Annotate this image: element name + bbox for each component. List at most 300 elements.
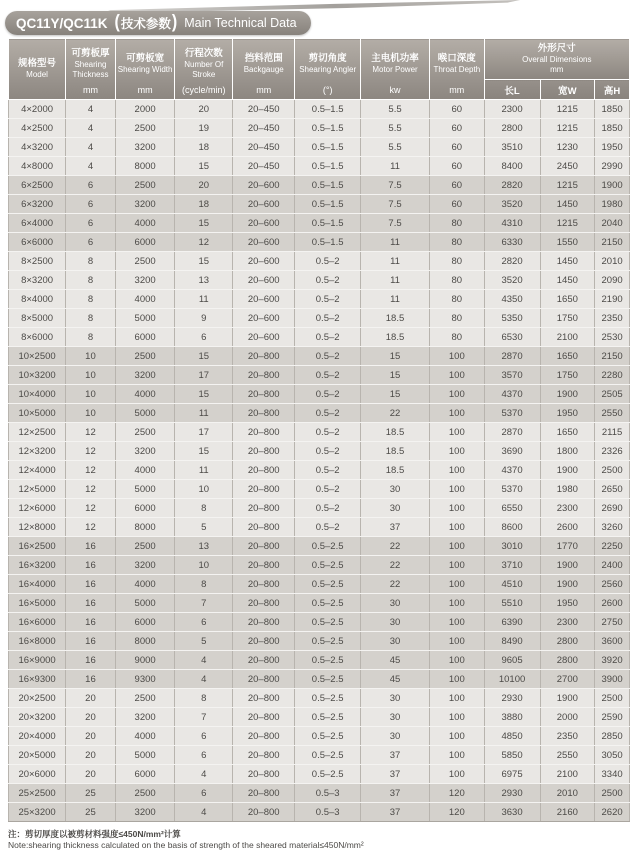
cell-value: 2100 [540,328,595,347]
cell-value: 8 [175,689,233,708]
cell-value: 20–450 [233,100,295,119]
cell-model: 25×2500 [9,784,66,803]
cell-value: 16 [66,632,116,651]
table-row [9,442,630,461]
cell-value: 1900 [540,461,595,480]
cell-value: 2115 [595,423,630,442]
cell-value: 45 [361,670,430,689]
cell-model: 20×3200 [9,708,66,727]
cell-value: 4000 [115,461,175,480]
cell-value: 12 [66,518,116,537]
cell-value: 20–800 [233,575,295,594]
cell-value: 8400 [484,157,540,176]
cell-value: 120 [429,803,484,822]
cell-model: 20×6000 [9,765,66,784]
cell-value: 37 [361,765,430,784]
cell-value: 15 [361,385,430,404]
cell-value: 11 [361,252,430,271]
table-row [9,651,630,670]
cell-value: 2326 [595,442,630,461]
cell-value: 20 [66,727,116,746]
table-body [9,100,630,822]
cell-value: 20–600 [233,328,295,347]
cell-value: 7 [175,708,233,727]
cell-value: 0.5–2.5 [295,613,361,632]
cell-value: 2450 [540,157,595,176]
table-row [9,689,630,708]
table-row [9,537,630,556]
cell-value: 0.5–1.5 [295,176,361,195]
cell-value: 2990 [595,157,630,176]
cell-value: 10 [66,404,116,423]
cell-value: 6390 [484,613,540,632]
cell-value: 100 [429,461,484,480]
table-row [9,594,630,613]
footnote-english: Note:shearing thickness calculated on the basis of strength of the sheared material≤450N/mm² [8,840,364,851]
cell-value: 2600 [595,594,630,613]
cell-model: 4×2000 [9,100,66,119]
cell-value: 4850 [484,727,540,746]
cell-value: 0.5–3 [295,784,361,803]
cell-value: 4000 [115,214,175,233]
cell-value: 5 [175,632,233,651]
cell-value: 20–600 [233,176,295,195]
cell-value: 17 [175,423,233,442]
cell-value: 3880 [484,708,540,727]
cell-value: 1215 [540,176,595,195]
cell-value: 0.5–2 [295,328,361,347]
cell-value: 5000 [115,404,175,423]
cell-value: 4370 [484,461,540,480]
cell-value: 13 [175,271,233,290]
cell-value: 20–800 [233,613,295,632]
cell-value: 4 [66,138,116,157]
cell-value: 1650 [540,290,595,309]
cell-value: 80 [429,233,484,252]
cell-value: 0.5–1.5 [295,119,361,138]
cell-value: 2500 [115,537,175,556]
cell-value: 2150 [595,347,630,366]
cell-value: 3600 [595,632,630,651]
cell-value: 2500 [115,423,175,442]
table-row [9,803,630,822]
cell-value: 2280 [595,366,630,385]
cell-value: 100 [429,594,484,613]
cell-value: 2100 [540,765,595,784]
cell-value: 20–600 [233,195,295,214]
table-row [9,613,630,632]
capsule-right-paren: ) [171,12,178,33]
cell-value: 2000 [115,100,175,119]
cell-value: 5000 [115,309,175,328]
cell-value: 4 [175,651,233,670]
cell-value: 4310 [484,214,540,233]
cell-value: 80 [429,271,484,290]
cell-value: 80 [429,309,484,328]
cell-value: 0.5–2 [295,404,361,423]
cell-value: 20–800 [233,366,295,385]
cell-model: 8×3200 [9,271,66,290]
table-row [9,347,630,366]
cell-value: 2750 [595,613,630,632]
cell-value: 10 [175,480,233,499]
cell-value: 2620 [595,803,630,822]
cell-value: 100 [429,366,484,385]
cell-value: 0.5–2.5 [295,556,361,575]
cell-value: 30 [361,499,430,518]
table-row [9,404,630,423]
cell-value: 100 [429,708,484,727]
cell-value: 0.5–2.5 [295,689,361,708]
cell-value: 0.5–2.5 [295,537,361,556]
cell-value: 20–600 [233,271,295,290]
cell-model: 6×6000 [9,233,66,252]
cell-model: 6×3200 [9,195,66,214]
cell-value: 0.5–2 [295,385,361,404]
cell-value: 30 [361,727,430,746]
cell-value: 5 [175,518,233,537]
cell-value: 0.5–2.5 [295,765,361,784]
cell-value: 2150 [595,233,630,252]
cell-value: 15 [175,157,233,176]
cell-value: 3900 [595,670,630,689]
cell-value: 8 [66,271,116,290]
cell-value: 0.5–2 [295,290,361,309]
cell-value: 2600 [540,518,595,537]
cell-value: 15 [361,366,430,385]
cell-model: 20×2500 [9,689,66,708]
cell-value: 25 [66,803,116,822]
cell-value: 11 [361,271,430,290]
cell-value: 6550 [484,499,540,518]
cell-value: 6 [175,784,233,803]
cell-value: 2650 [595,480,630,499]
cell-value: 8 [66,290,116,309]
cell-value: 19 [175,119,233,138]
cell-model: 10×4000 [9,385,66,404]
cell-value: 2870 [484,347,540,366]
cell-value: 20–800 [233,385,295,404]
table-row [9,727,630,746]
cell-value: 30 [361,689,430,708]
cell-value: 1800 [540,442,595,461]
cell-value: 4 [66,119,116,138]
cell-value: 3200 [115,366,175,385]
cell-value: 20–800 [233,670,295,689]
cell-value: 2500 [115,252,175,271]
column-header-backgauge: 挡料范围 Backgauge mm [233,39,295,100]
column-header-motor-power: 主电机功率 Motor Power kw [361,39,430,100]
cell-value: 2090 [595,271,630,290]
cell-value: 16 [66,537,116,556]
table-row [9,309,630,328]
table-row [9,138,630,157]
cell-value: 6000 [115,613,175,632]
cell-value: 20–800 [233,765,295,784]
cell-value: 5.5 [361,100,430,119]
cell-value: 22 [361,404,430,423]
cell-value: 3200 [115,195,175,214]
cell-value: 100 [429,670,484,689]
cell-value: 3200 [115,442,175,461]
cell-value: 3710 [484,556,540,575]
cell-value: 2500 [115,689,175,708]
cell-value: 3010 [484,537,540,556]
cell-value: 15 [361,347,430,366]
column-header-number-of-stroke: 行程次数 Number Of Stroke (cycle/min) [175,39,233,100]
cell-value: 12 [175,233,233,252]
cell-value: 2010 [540,784,595,803]
cell-value: 6 [175,746,233,765]
column-header-model: 规格型号 Model [9,39,66,100]
table-row [9,157,630,176]
cell-value: 18.5 [361,461,430,480]
cell-value: 12 [66,480,116,499]
cell-value: 8000 [115,157,175,176]
cell-value: 2500 [115,119,175,138]
cell-value: 100 [429,556,484,575]
cell-value: 6530 [484,328,540,347]
cell-value: 100 [429,423,484,442]
cell-value: 2400 [595,556,630,575]
cell-value: 4000 [115,290,175,309]
cell-value: 0.5–2 [295,442,361,461]
cell-value: 10100 [484,670,540,689]
cell-value: 8 [66,309,116,328]
cell-value: 20–600 [233,233,295,252]
cell-value: 12 [66,461,116,480]
cell-value: 20–450 [233,119,295,138]
cell-value: 18 [175,195,233,214]
cell-model: 20×4000 [9,727,66,746]
cell-value: 16 [66,556,116,575]
cell-model: 10×3200 [9,366,66,385]
cell-model: 4×2500 [9,119,66,138]
cell-value: 6000 [115,328,175,347]
cell-value: 6 [175,727,233,746]
cell-value: 2550 [540,746,595,765]
cell-value: 45 [361,651,430,670]
cell-value: 5370 [484,480,540,499]
cell-value: 3200 [115,138,175,157]
cell-value: 37 [361,746,430,765]
cell-value: 4 [175,670,233,689]
cell-value: 2870 [484,423,540,442]
cell-value: 1650 [540,423,595,442]
cell-value: 1550 [540,233,595,252]
cell-value: 5510 [484,594,540,613]
cell-value: 3050 [595,746,630,765]
table-row [9,100,630,119]
cell-value: 5850 [484,746,540,765]
cell-value: 2505 [595,385,630,404]
cell-value: 20–600 [233,252,295,271]
cell-value: 2560 [595,575,630,594]
cell-value: 15 [175,252,233,271]
cell-model: 12×4000 [9,461,66,480]
table-row [9,176,630,195]
cell-value: 8 [175,499,233,518]
cell-value: 0.5–1.5 [295,138,361,157]
cell-value: 11 [175,404,233,423]
cell-value: 100 [429,347,484,366]
table-row [9,328,630,347]
cell-value: 18.5 [361,423,430,442]
table-row [9,461,630,480]
cell-value: 2300 [484,100,540,119]
cell-value: 20 [66,689,116,708]
cell-model: 16×5000 [9,594,66,613]
cell-value: 3520 [484,195,540,214]
table-row [9,556,630,575]
technical-data-table-wrap [8,38,630,822]
table-row [9,423,630,442]
table-row [9,480,630,499]
cell-value: 0.5–2 [295,499,361,518]
cell-value: 1450 [540,252,595,271]
cell-value: 60 [429,195,484,214]
cell-value: 80 [429,290,484,309]
cell-value: 60 [429,138,484,157]
table-row [9,252,630,271]
table-row [9,575,630,594]
cell-value: 17 [175,366,233,385]
cell-value: 9 [175,309,233,328]
cell-value: 10 [66,366,116,385]
footnotes [8,829,364,852]
cell-value: 100 [429,404,484,423]
cell-model: 4×3200 [9,138,66,157]
cell-value: 2930 [484,784,540,803]
cell-value: 100 [429,613,484,632]
cell-value: 100 [429,385,484,404]
cell-value: 0.5–2 [295,518,361,537]
cell-model: 16×3200 [9,556,66,575]
cell-value: 120 [429,784,484,803]
cell-value: 12 [66,499,116,518]
cell-value: 60 [429,176,484,195]
cell-value: 3200 [115,708,175,727]
cell-value: 8 [66,252,116,271]
footnote-chinese: 注：剪切厚度以被剪材料强度≤450N/mm²计算 [8,829,181,839]
cell-value: 2300 [540,499,595,518]
cell-value: 1900 [540,689,595,708]
table-row [9,366,630,385]
column-header-length: 长L [484,80,540,100]
table-row [9,290,630,309]
cell-value: 2590 [595,708,630,727]
column-header-shearing-width: 可剪板宽 Shearing Width mm [115,39,175,100]
cell-value: 4000 [115,575,175,594]
page-subtitle: Main Technical Data [184,16,297,30]
cell-value: 80 [429,252,484,271]
cell-value: 9300 [115,670,175,689]
cell-value: 2300 [540,613,595,632]
column-header-throat-depth: 喉口深度 Throat Depth mm [429,39,484,100]
cell-value: 0.5–2 [295,461,361,480]
cell-value: 20–800 [233,480,295,499]
cell-value: 8 [66,328,116,347]
cell-value: 0.5–2 [295,480,361,499]
cell-value: 3260 [595,518,630,537]
cell-value: 2040 [595,214,630,233]
cell-value: 3630 [484,803,540,822]
cell-value: 0.5–2.5 [295,651,361,670]
cell-value: 37 [361,518,430,537]
cell-value: 1850 [595,100,630,119]
cell-value: 100 [429,689,484,708]
cell-value: 80 [429,328,484,347]
cell-value: 4000 [115,727,175,746]
cell-value: 20 [66,765,116,784]
cell-value: 3510 [484,138,540,157]
cell-value: 1230 [540,138,595,157]
cell-value: 8000 [115,518,175,537]
cell-value: 6975 [484,765,540,784]
cell-value: 6 [66,233,116,252]
cell-value: 8 [175,575,233,594]
cell-value: 2350 [540,727,595,746]
cell-value: 4 [175,765,233,784]
cell-value: 5.5 [361,138,430,157]
cell-value: 25 [66,784,116,803]
cell-value: 2500 [115,784,175,803]
cell-model: 8×4000 [9,290,66,309]
column-header-overall-dimensions: 外形尺寸 Overall Dimensions mm [484,39,629,80]
cell-value: 20–600 [233,214,295,233]
cell-value: 1950 [540,404,595,423]
cell-value: 5.5 [361,119,430,138]
table-row [9,499,630,518]
cell-model: 6×2500 [9,176,66,195]
cell-value: 20–800 [233,651,295,670]
cell-value: 20–800 [233,594,295,613]
table-row [9,271,630,290]
cell-value: 1650 [540,347,595,366]
cell-value: 0.5–2 [295,347,361,366]
cell-value: 5350 [484,309,540,328]
page-title: QC11Y/QC11K [16,15,108,31]
cell-value: 4350 [484,290,540,309]
table-header [9,39,630,100]
cell-value: 1450 [540,195,595,214]
cell-value: 0.5–1.5 [295,214,361,233]
cell-value: 3690 [484,442,540,461]
cell-value: 30 [361,594,430,613]
cell-value: 37 [361,784,430,803]
cell-value: 6 [66,195,116,214]
cell-value: 100 [429,651,484,670]
cell-value: 2500 [115,347,175,366]
cell-value: 7.5 [361,195,430,214]
cell-value: 4 [66,100,116,119]
cell-value: 0.5–1.5 [295,157,361,176]
cell-value: 16 [66,651,116,670]
cell-value: 0.5–2 [295,252,361,271]
cell-value: 2800 [540,651,595,670]
cell-value: 7 [175,594,233,613]
cell-model: 10×2500 [9,347,66,366]
cell-model: 16×6000 [9,613,66,632]
cell-value: 3920 [595,651,630,670]
cell-value: 20–450 [233,138,295,157]
cell-model: 12×5000 [9,480,66,499]
title-capsule [115,14,178,32]
cell-value: 7.5 [361,176,430,195]
cell-value: 6 [66,176,116,195]
cell-value: 1950 [595,138,630,157]
column-header-width: 宽W [540,80,595,100]
